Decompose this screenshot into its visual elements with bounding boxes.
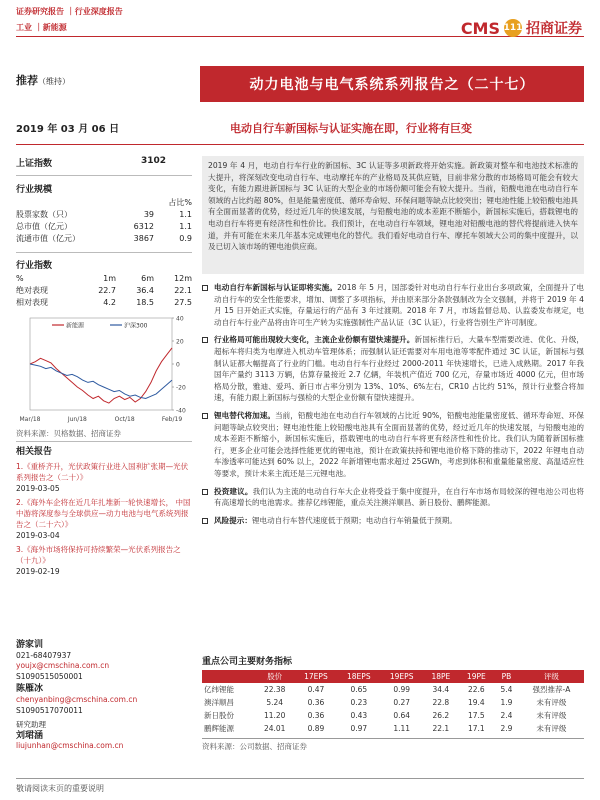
assistant-name: 刘珺涵 xyxy=(16,730,44,741)
industry-index: 行业指数 % 1m 6m 12m 绝对表现 22.7 36.4 22.1 相对表现 4.2 18.5 27.5 xyxy=(16,258,192,309)
report-sector: 工业 ｜新能源 xyxy=(16,23,67,32)
legend-label: 沪深300 xyxy=(124,322,148,330)
analyst-info: 游家训 021-68407937 youjx@cmschina.com.cn S1090515050001 陈雁冰 chenyanbing@cmschina.com.cn S1090517070011 研究助理 刘珺涵 liujunhan@cmschina.com.cn xyxy=(16,640,192,752)
bullet-item: 电动自行车新国标与认证即将实施。2018 年 5 月，国部委针对电动自行车行业出台多项政策，全面提升了电动自行车的安全性能要求，增加、调整了多项指标，并由原来部分条款强制改为全文强制，并将于 2019 年 4 月 15 日开始正式实施，存量运行的产品有 3 年过渡期。2018 年 7 月，市场监督总局、认监委发布规定，电动自行车行业产品将由许可生产转为实施强制性产品认证（3C 认证），行业将告别生产许可制度。 xyxy=(202,282,584,328)
bullet-item: 锂电替代将加速。当前，铅酸电池在电动自行车领域的占比近 90%，铅酸电池能量密度低、循环寿命短、环保问题等缺点较突出；锂电池性能上较铅酸电池具有全面而显著的优势，经过近几年的快速发展，与铅酸电池的成本差距不断缩小，新国标实施后，搭载锂电的电动自行车将更有经济性和性价比。我们认为随着新国标推行，更多企业可能会选择性能更优的锂电池，预计在政策扶持和锂电池价格下降的推动下，2022 年锂电自动车渗透率可能达到 60% 以上，2022 年新增锂电需求超过 25GWh，考虑到体积和重量能量密度、高温适应性等要求，预计未来主流还是三元锂电池。 xyxy=(202,410,584,480)
index-chart xyxy=(16,312,192,424)
logo-cms-text: CMS xyxy=(460,18,500,38)
analyst-email[interactable]: chenyanbing@cmschina.com.cn xyxy=(16,694,138,704)
related-report-item[interactable]: 2.《海外车企将在近几年扎堆新一轮快速增长， 中国中游将深度参与全球供应—动力电池与电气系统列报告之（二十六）》 2019-03-04 xyxy=(16,498,191,540)
bullet-item: 行业格局可能出现较大变化，主流企业份额有望快速提升。新国标推行后，大量车型需要改进、优化、升级，超标车将归类为电摩进入机动车管理体系；而强制认证还需要对车用电池等零配件通过 3C 认证，新国标与强制认证都大幅提高了行业的门槛。电动自行车行业经过 2000-2011 年快速增长，已进入成熟期。2017 年我国年产量约 3113 万辆，估算存量接近 2.7 亿辆，年装机产值近 700 亿元，存量市场近 4000 亿元，但市场格局分散，雅迪、爱玛、新日市占率分别为 13%、10%、6%左右，CR10 占比约 51%，预计行业整合将加速，有能力跟上新国标与强检的大型企业份额有望快速提升。 xyxy=(202,334,584,404)
bullet-square-icon xyxy=(202,489,208,495)
table-title: 重点公司主要财务指标 xyxy=(202,657,293,667)
title-divider xyxy=(16,144,584,145)
legend-label: 新能源 xyxy=(66,322,85,330)
report-date: 2019 年 03 月 06 日 xyxy=(16,124,120,135)
index-label: 上证指数 xyxy=(16,159,53,169)
scale-row: 流通市值（亿元） 3867 0.9 xyxy=(16,234,192,243)
series-line-new-energy xyxy=(30,348,172,403)
x-tick-label: Mar/18 xyxy=(19,416,41,423)
footer-note: 敬请阅读末页的重要说明 xyxy=(16,784,104,793)
table-row: 新日股份 11.20 0.36 0.43 0.64 26.2 17.5 2.4 未有评级 xyxy=(204,711,567,720)
y-tick-label: 40 xyxy=(176,315,184,323)
x-tick-label: Oct/18 xyxy=(114,416,135,423)
related-reports xyxy=(16,447,192,577)
analyst-name: 陈雁冰 xyxy=(16,684,44,695)
index-row: 相对表现 4.2 18.5 27.5 xyxy=(16,298,192,307)
summary-box: 2019 年 4 月，电动自行车行业的新国标、3C 认证等多项新政将开始实施。新政策对整车和电池技术标准的大提升，将深刻改变电动自行车、电动摩托车的产业格局及其供应链，目前非常分散的市场格局可能会有较大变化，有能力跟进新国标与 3C 认证的大型企业的市场份额可能会有较大提升。当前，铅酸电池在电动自行车领域的占比约超 80%，但是能量密度低、循环寿命短、环保问题等缺点比较突出；锂电池性能上较铅酸电池具有全面而显著的优势，经过近几年的快速发展，与铅酸电池的成本差距不断缩小，新国标实施后，搭载锂电的电动自行车将更有经济性和性价比。我们预计，在电动自行车领域，锂电池对铅酸电池的替代将提前进入快车道，并有可能在未来几年基本完成锂电化的替代。我们看好电动自行车、摩托车领域大公司的集中度提升，以及已切入该市场的锂电池供应商。 xyxy=(202,156,584,274)
x-tick-label: Feb/19 xyxy=(161,416,183,423)
report-subtitle: 电动自行车新国标与认证实施在即，行业将有巨变 xyxy=(230,122,472,135)
y-tick-label: -40 xyxy=(176,407,186,415)
x-tick-label: Jun/18 xyxy=(67,416,87,423)
industry-scale: 行业规模 占比% 股票家数（只） 39 1.1 总市值（亿元） 6312 1.1 流通市值（亿元） 3867 0.9 xyxy=(16,182,192,245)
cms-logo xyxy=(461,18,582,38)
industry-index-title: 行业指数 xyxy=(16,261,53,271)
index-box xyxy=(16,156,192,169)
chart-source: 资料来源：贝格数据、招商证券 xyxy=(16,429,121,438)
related-report-item[interactable]: 1.《重桥齐升，光伏政策行业进入国利扩张期—光伏系列报告之（二十）》 2019-03-05 xyxy=(16,462,189,493)
scale-row: 总市值（亿元） 6312 1.1 xyxy=(16,222,192,231)
table-row: 澳洋顺昌 5.24 0.36 0.23 0.27 22.8 19.4 1.9 未有评级 xyxy=(204,698,567,707)
assistant-email[interactable]: liujunhan@cmschina.com.cn xyxy=(16,741,124,751)
report-title: 动力电池与电气系统系列报告之（二十七） xyxy=(200,66,584,102)
rating: 推荐（维持） xyxy=(16,74,70,87)
bullet-square-icon xyxy=(202,518,208,524)
table-source: 资料来源：公司数据、招商证券 xyxy=(202,738,584,752)
financial-table-section xyxy=(202,654,584,752)
industry-scale-title: 行业规模 xyxy=(16,185,53,195)
bullet-square-icon xyxy=(202,285,208,291)
analyst-name: 游家训 xyxy=(16,640,44,650)
y-tick-label: 0 xyxy=(176,361,180,369)
logo-cn-text: 招商证券 xyxy=(526,21,582,37)
related-report-item[interactable]: 3.《海外市场将保持可持续繁荣—光伏系列报告之（十九）》 2019-02-19 xyxy=(16,545,181,576)
report-type: 证券研究报告 ｜行业深度报告 xyxy=(16,7,123,16)
table-row: 鹏辉能源 24.01 0.89 0.97 1.11 22.1 17.1 2.9 未有评级 xyxy=(204,724,567,733)
y-tick-label: -20 xyxy=(176,384,186,392)
table-row: 亿纬锂能 22.38 0.47 0.65 0.99 34.4 22.6 5.4 强烈推荐-A xyxy=(204,685,571,694)
index-row: 绝对表现 22.7 36.4 22.1 xyxy=(16,286,192,295)
financial-table: 股价 17EPS 18EPS 19EPS 18PE 19PE PB 评级 亿纬锂能 22.38 0.47 0.65 0.99 34.4 22.6 5.4 强烈推荐-A 澳洋顺昌 5.24 0.36 0.23 0.27 22.8 19.4 1.9 未有评级 新日股份 11.20 0.36 0.43 0.64 26.2 17.5 2.4 未有评级 鹏辉能源 24.01 0.89 0.97 1.11 22.1 17.1 2.9 未有评级 xyxy=(202,670,584,735)
bullet-item: 投资建议。我们认为主流的电动自行车大企业将受益于集中度提升，在自行车市场布局较深的锂电池公司也将有高速增长的电池需求。推荐亿纬锂能，重点关注澳洋顺昌、新日股份、鹏辉能源。 xyxy=(202,486,584,509)
related-title: 相关报告 xyxy=(16,447,53,457)
bullet-list xyxy=(202,282,584,532)
bullet-square-icon xyxy=(202,413,208,419)
scale-row: 股票家数（只） 39 1.1 xyxy=(16,210,192,219)
bullet-square-icon xyxy=(202,337,208,343)
y-tick-label: 20 xyxy=(176,338,184,346)
bullet-item: 风险提示：锂电动自行车替代速度低于预期；电动自行车销量低于预期。 xyxy=(202,515,584,527)
series-line-hs300 xyxy=(30,364,172,399)
analyst-email[interactable]: youjx@cmschina.com.cn xyxy=(16,661,110,671)
logo-badge-icon: 111 xyxy=(504,19,522,37)
index-value: 3102 xyxy=(140,156,166,166)
